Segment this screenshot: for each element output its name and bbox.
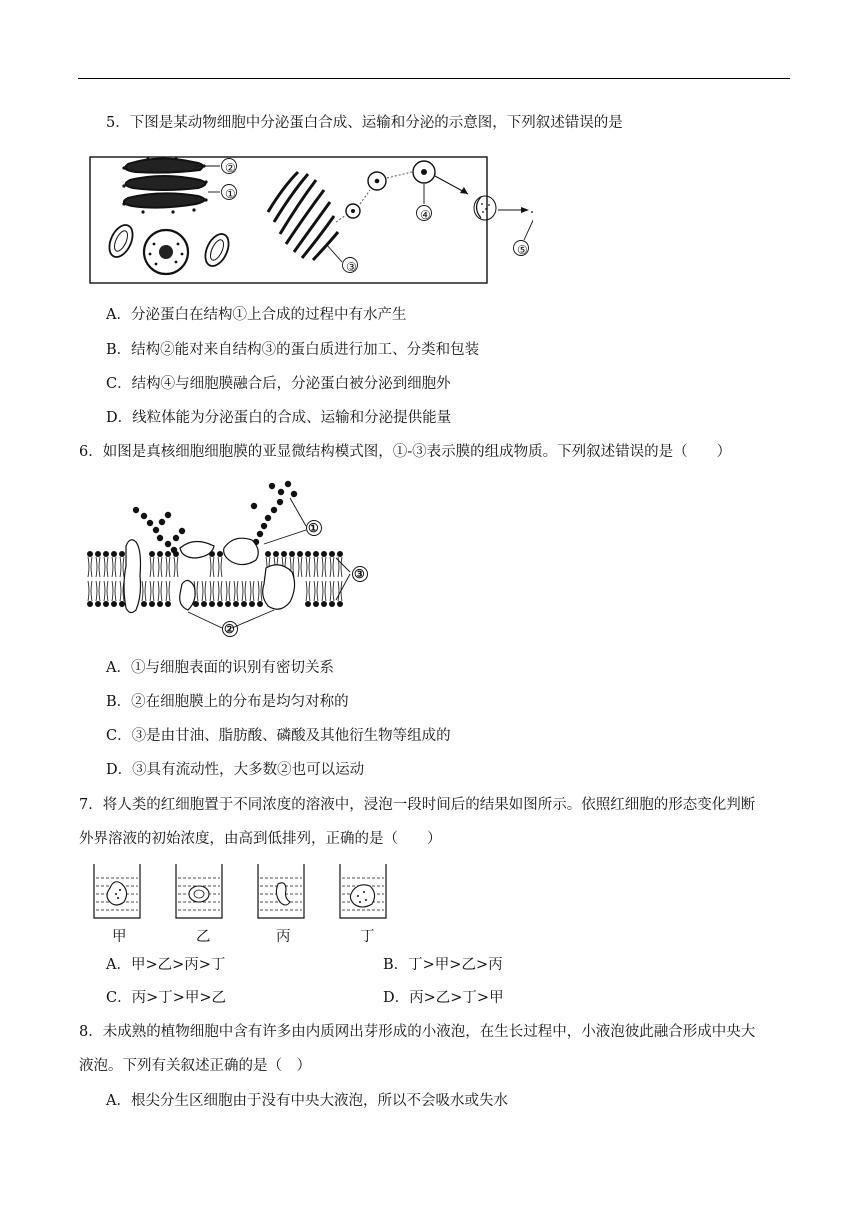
q7-option-c: C．丙>丁>甲>乙 <box>106 990 227 1006</box>
q7-stem-line2: 外界溶液的初始浓度，由高到低排列，正确的是（ ） <box>79 831 442 847</box>
golgi-icon <box>268 172 338 260</box>
glycan-chain-icon <box>133 481 297 553</box>
q5-label-2: ② <box>225 161 236 175</box>
beaker-label-bing: 丙 <box>276 929 291 945</box>
red-cell-icon <box>189 886 209 902</box>
q5-option-a: A．分泌蛋白在结构①上合成的过程中有水产生 <box>106 307 407 323</box>
q8-stem-line1: 8．未成熟的植物细胞中含有许多由内质网出芽形成的小液泡，在生长过程中，小液泡彼此融合形成中央大 <box>79 1024 756 1040</box>
q7-option-b: B．丁>甲>乙>丙 <box>383 957 503 973</box>
q5-label-4: ④ <box>420 208 431 222</box>
q5-option-c: C．结构④与细胞膜融合后，分泌蛋白被分泌到细胞外 <box>106 376 451 392</box>
membrane-protein-icon <box>124 538 295 612</box>
beaker-label-jia: 甲 <box>112 929 127 945</box>
header-rule <box>78 78 790 79</box>
q6-label-2: ② <box>224 622 235 636</box>
q5-label-5: ⑤ <box>517 243 528 257</box>
rough-er-icon <box>124 158 206 207</box>
q7-figure <box>90 862 420 924</box>
red-cell-icon <box>350 885 374 907</box>
red-cell-icon <box>107 882 127 905</box>
q6-option-c: C．③是由甘油、脂肪酸、磷酸及其他衍生物等组成的 <box>106 728 451 744</box>
q5-label-1: ① <box>225 187 236 201</box>
beaker-label-ding: 丁 <box>360 929 375 945</box>
q7-stem-line1: 7．将人类的红细胞置于不同浓度的溶液中，浸泡一段时间后的结果如图所示。依照红细胞的形态变化判断 <box>79 797 756 813</box>
mitochondrion-icon <box>201 230 233 269</box>
q6-label-1: ① <box>308 521 319 535</box>
q6-option-d: D．③具有流动性，大多数②也可以运动 <box>106 762 365 778</box>
q5-stem: 5．下图是某动物细胞中分泌蛋白合成、运输和分泌的示意图，下列叙述错误的是 <box>106 115 623 131</box>
q5-figure <box>88 152 533 284</box>
q6-option-b: B．②在细胞膜上的分布是均匀对称的 <box>106 694 349 710</box>
secreted-protein-dots <box>531 206 533 213</box>
q8-stem-line2: 液泡。下列有关叙述正确的是（ ） <box>79 1058 311 1074</box>
q7-option-d: D．丙>乙>丁>甲 <box>383 990 504 1006</box>
beaker-label-yi: 乙 <box>196 929 211 945</box>
q6-option-a: A．①与细胞表面的识别有密切关系 <box>106 660 334 676</box>
nucleus-icon <box>144 230 188 274</box>
q5-label-3: ③ <box>346 260 357 274</box>
q7-option-a: A．甲>乙>丙>丁 <box>106 957 226 973</box>
q6-stem: 6．如图是真核细胞细胞膜的亚显微结构模式图，①-③表示膜的组成物质。下列叙述错误的是（ ） <box>79 444 732 460</box>
q5-option-d: D．线粒体能为分泌蛋白的合成、运输和分泌提供能量 <box>106 410 452 426</box>
q6-label-3: ③ <box>354 567 365 581</box>
q5-option-b: B．结构②能对来自结构③的蛋白质进行加工、分类和包装 <box>106 342 480 358</box>
mitochondrion-icon <box>105 221 137 260</box>
q8-option-a: A．根尖分生区细胞由于没有中央大液泡，所以不会吸水或失水 <box>106 1093 508 1109</box>
